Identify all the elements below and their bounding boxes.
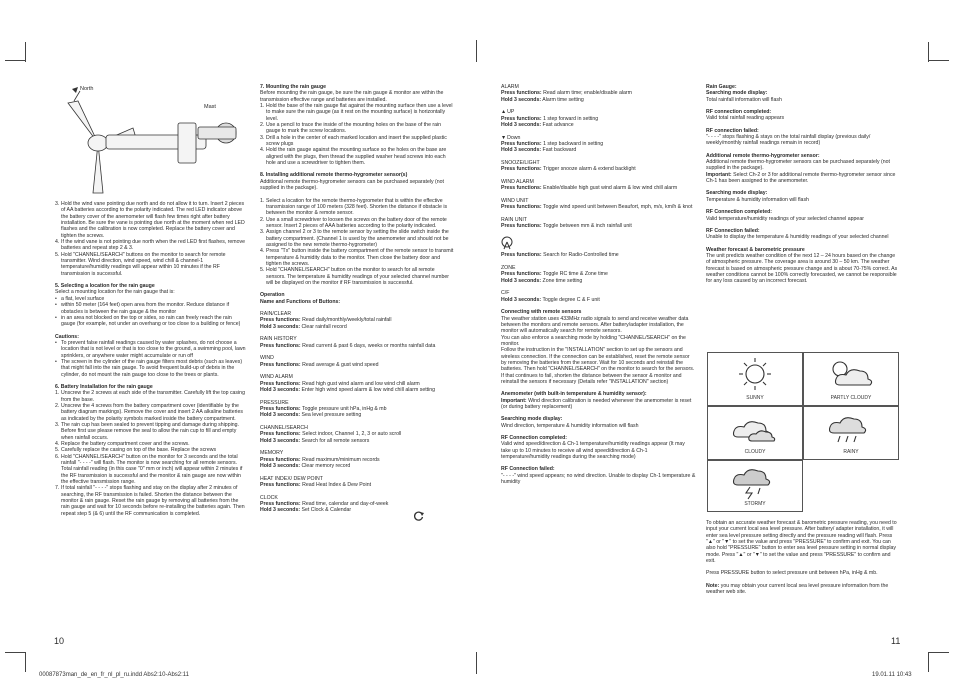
step-text: Hold the rain gauge against the mounting surface so the holes on the base are aligned with the plugs, then thread the supplied washer head screws into each hole and use a screwdriver to tighten them. — [266, 147, 447, 167]
section-5-title: 5. Selecting a location for the rain gauge — [55, 283, 155, 290]
button-name: UP — [507, 109, 515, 116]
step-text: Select a location for the remote thermo-hygrometer that is within the effective transmission range of 100 meters (328 feet). Shorten the distance if obstacle is between the monitor & remote sensor. — [266, 197, 448, 217]
hold-text: Clear memory record — [301, 462, 351, 469]
button-name: ZONE — [501, 264, 516, 271]
right-column-2 — [706, 84, 900, 285]
weather-icon-grid — [706, 352, 898, 510]
bullet-item: • a flat, level surface — [55, 296, 247, 302]
press-text: Enable/disable high gust wind alarm & low wind chill alarm — [543, 185, 678, 192]
connect-title: Connecting with remote sensors — [501, 309, 582, 316]
press-text: Toggle wind speed unit between Beaufort, mph, m/s, km/h & knot — [543, 204, 693, 211]
north-arrow-icon — [74, 91, 80, 101]
press-label: Press functions: — [260, 500, 301, 507]
rf-failed-text: "- - - -" wind speed appears; no wind direction. Unable to display Ch-1 temperature & humidity — [501, 472, 696, 486]
hold-label: Hold 3 seconds: — [260, 462, 301, 469]
rf-completed-title: RF Connection completed: — [706, 209, 772, 216]
rf-completed-title: RF Connection completed: — [501, 435, 567, 442]
press-label: Press functions: — [501, 204, 542, 211]
hold-label: Hold 3 seconds: — [501, 96, 542, 103]
hold-label: Hold 3 seconds: — [501, 296, 542, 303]
anemometer-figure — [58, 83, 248, 203]
north-label: North — [80, 86, 94, 92]
bullet-item: • in an area not blocked on the top or sides, so rain can freely reach the rain gauge (for example, not under an overhang or too close to a building or fence) — [55, 315, 247, 328]
hold-label: Hold 3 seconds: — [260, 412, 301, 419]
rf-completed-text: Valid total rainfall reading appears — [706, 115, 785, 122]
button-function-entry — [501, 236, 696, 259]
button-function-list — [501, 84, 696, 303]
rf-failed-text: Unable to display the temperature & humidity readings of your selected channel — [706, 234, 889, 241]
button-function-entry — [260, 450, 455, 469]
connect-text: You can also enforce a searching mode by holding "CHANNEL/SEARCH" on the monitor. — [501, 334, 686, 347]
right-column-1 — [501, 84, 696, 485]
stormy-icon — [708, 461, 802, 501]
section-8-title: 8. Installing additional remote thermo-hygrometer sensor(s) — [260, 172, 408, 179]
rf-completed-title: RF connection completed: — [706, 109, 772, 116]
button-name: RAIN UNIT — [501, 216, 527, 223]
hold-text: Set Clock & Calendar — [301, 507, 352, 514]
important-text: Wind direction calibration is needed whenever the anemometer is reset (or during battery replacement) — [501, 397, 692, 411]
step-text: Hold the base of the rain gauge flat against the mounting surface then use a level to make sure the rain gauge (as it rest on the mounting surface) is horizontally level. — [266, 103, 453, 122]
step-text: Replace the battery compartment cover and the screws. — [61, 441, 190, 448]
button-function-entry — [260, 336, 455, 349]
button-function-entry — [501, 109, 696, 128]
crop-mark — [25, 652, 26, 672]
footer-file-info: 00087873man_de_en_fr_nl_pl_ru.indd Abs2:10-Abs2:11 — [39, 672, 190, 678]
press-text: Read daily/monthly/weekly/total rainfall — [302, 317, 392, 324]
button-name: WIND UNIT — [501, 197, 529, 204]
connect-text: Follow the instruction in the "INSTALLATION" section to set up the sensors and wireless connection. If the connection can be established, reset the remote sensor by removing the batteries from the sensor. Wait for 10 seconds and reinstall the batteries. Then hold "CHANNEL/SEARCH" on the monitor to search for the sensors. If that continues to fail, shorten the distance between the sensor & monitor and reinstall the sensors if necessary (Details refer "INSTALLATION" section) — [501, 347, 695, 385]
button-function-entry — [501, 160, 696, 173]
button-name: WIND ALARM — [501, 178, 534, 185]
weather-cell — [707, 406, 803, 460]
press-label: Press functions: — [260, 380, 301, 387]
button-name: SNOOZE/LIGHT — [501, 159, 540, 166]
important-label: Important: — [501, 397, 527, 404]
button-name: HEAT INDEX/ DEW POINT — [260, 475, 323, 482]
crop-mark — [929, 652, 949, 653]
button-function-entry — [260, 476, 455, 489]
left-column-2: 7. Mounting the rain gauge Before mounting the rain gauge, be sure the rain gauge & monitor are within the transmission effective range and batteries are installed. 1. Hold the base of the rain gauge flat against the mounting surface then use a level to make sure the rain gauge (as it rest on the mounting surface) is horizontally level. 2. Use a pencil to trace the inside of the mounting holes on the base of the rain gauge to mark the screw locations. 3. Drill a hole in the center of each marked location and insert the supplied plastic screw plugs 4. Hold the rain gauge against the mounting surface so the holes on the base are aligned with the plugs, then thread the supplied washer head screws into each hole and use a screwdriver to tighten them. 8. Installing additional remote thermo-hygrometer sensor(s) Additional remote thermo-hygrometer sensors can be purchased separately (not supplied in the package). 1. Select a location for the remote thermo-hygrometer that is within the effective transmission range of 100 meters (328 feet). Shorten the distance if obstacle is between the monitor & remote sensor. 2. Use a small screwdriver to loosen the screws on the battery door of the remote sensor. Insert 2 pieces of AAA batteries according to the polarity indicated. 3. Assign channel 2 or 3 to the remote sensor by setting the slide switch inside the battery compartment. (Channel 1 is used by the anemometer and should not be assigned to the new remote thermo-hygrometer) 4. Press "Tx" button inside the battery compartment of the remote sensor to transmit temperature & humidity data to the monitor. Then close the battery door and tighten the screws. 5. Hold "CHANNEL/SEARCH" button on the monitor to search for all remote sensors. The temperature & humidity readings of your selected channel number will be displayed on the monitor if RF transmission is successful. Operation Name and Functions of Buttons: RAIN/CLEAR Press functions: Read daily/monthly/weekly/total rainfall Hold 3 seconds: Clear rainfall record RAIN HISTORY Press functions: Read current & past 6 days, weeks or months rainfall data WIND Press functions: Read average & gust wind speed WIND ALARM Press functions: Read high gust wind alarm and low wind chill alarm Hold 3 seconds: Enter high wind speed alarm & low wind chill alarm setting PRESSURE Press functions: Toggle pressure unit hPa, inHg & mb Hold 3 seconds: Sea level pressure setting CHANNEL/SEARCH Press functions: Select indoor, Channel 1, 2, 3 or auto scroll Hold 3 seconds: Search for all remote sensors MEMORY Press functions: Read maximum/minimum records Hold 3 seconds: Clear memory record HEAT INDEX/ DEW POINT Press functions: Read Heat Index & Dew Point CLOCK Press functions: Read time, calendar and day-of-week Hold 3 seconds: Set Clock & Calendar — [260, 84, 454, 514]
step-text: The rain cup has been sealed to prevent tipping and damage during shipping. Before first use please remove the seal to allow the rain cup to fill and empty when rainfall occurs. — [61, 422, 239, 441]
weather-cell — [707, 352, 803, 406]
pressure-unit-text: Press PRESSURE button to select pressure unit between hPa, inHg & mb. — [706, 570, 878, 577]
press-label: Press functions: — [501, 141, 542, 147]
step-text: Unscrew the 2 screws at each side of the transmitter. Carefully lift the top casing from the base. — [61, 390, 245, 403]
hold-label: Hold 3 seconds: — [260, 437, 301, 444]
rf-completed-text: Valid wind speed/direction & Ch-1 temperature/humidity readings appear (It may take up to 10 minutes to receive all wind speed/direction & Ch-1 temperature/humidity readings during the searching mode) — [501, 441, 685, 461]
weather-label: PARTLY CLOUDY — [830, 395, 872, 401]
press-label: Press functions: — [260, 456, 301, 463]
weather-label: SUNNY — [746, 395, 764, 401]
button-function-entry — [501, 135, 696, 154]
anemometer-title: Anemometer (with built-in temperature & humidity sensor): — [501, 391, 647, 398]
step-text: Hold "CHANNEL/SEARCH" button on the monitor to search for all remote sensors. The temperature & humidity readings of your selected channel number will be displayed on the monitor if RF transmission is successful. — [266, 267, 450, 286]
page-number-right: 11 — [891, 636, 901, 646]
button-name: ALARM — [501, 84, 519, 90]
button-function-entry — [260, 495, 455, 514]
button-name: PRESSURE — [260, 399, 289, 406]
section-6-title: 6. Battery Installation for the rain gauge — [55, 383, 153, 390]
search-mode-text: Wind direction, temperature & humidity information will flash — [501, 422, 639, 429]
press-text: Read average & gust wind speed — [302, 361, 379, 368]
step-5-text: Hold "CHANNEL/SEARCH" buttons on the monitor to search for remote transmitter. Wind direction, wind speed, wind chill & channel-1 temperature/humidity readings will appear within 10 minutes if the RF transmission is successful. — [61, 251, 226, 277]
button-name: WIND — [260, 355, 274, 362]
press-label: Press functions: — [260, 361, 301, 368]
note-text: you may obtain your current local sea level pressure information from the weather web site. — [706, 582, 889, 596]
hold-text: Alarm time setting — [542, 96, 584, 103]
button-name: RAIN/CLEAR — [260, 311, 292, 317]
bullet-item: • within 50 meter (164 feet) open area from the monitor. Reduce distance if obstacles is between the rain gauge & the monitor — [55, 302, 247, 315]
button-function-entry — [501, 198, 696, 211]
press-label: Press functions: — [501, 115, 542, 122]
press-text: Select indoor, Channel 1, 2, 3 or auto scroll — [302, 431, 402, 438]
refresh-icon — [413, 510, 425, 522]
additional-sensor-title: Additional remote thermo-hygrometer sensor: — [706, 152, 820, 159]
footer-timestamp: 19.01.11 10:43 — [872, 672, 912, 678]
hold-label: Hold 3 seconds: — [501, 147, 542, 154]
caution-item: • To prevent false rainfall readings caused by water splashes, do not choose a location that is not level or that is too close to the ground, a swimming pool, lawn sprinklers, or anywhere water might accumulate or run off — [55, 340, 247, 359]
button-function-list — [260, 311, 455, 514]
press-label: Press functions: — [501, 185, 542, 192]
page-number-left: 10 — [54, 636, 65, 646]
cloudy-icon — [708, 407, 802, 447]
press-text: Trigger snooze alarm & extend backlight — [543, 166, 636, 173]
button-function-entry — [260, 355, 455, 368]
press-text: Search for Radio-Controlled time — [543, 252, 619, 259]
forecast-title: Weather forecast & barometric pressure — [706, 246, 805, 253]
weather-cell — [707, 460, 803, 512]
left-column-1: 3. Hold the wind vane pointing due north and do not allow it to turn. Insert 2 pieces of AA batteries according to the polarity indicated. The red LED indicator above the battery cover of the anemometer will flash few times right after battery installation. Be sure the vane is pointing due north at the moment when red LED flashes and the calibration is now completed. Replace the battery cover and tighten the screws. 4. If the wind vane is not pointing due north when the red LED first flashes, remove batteries and repeat step 2 & 3. 5. Hold "CHANNEL/SEARCH" buttons on the monitor to search for remote transmitter. Wind direction, wind speed, wind chill & channel-1 temperature/humidity readings will appear within 10 minutes if the RF transmission is successful. 5. Selecting a location for the rain gauge Select a mounting location for the rain gauge that is: • a flat, level surface • within 50 meter (164 feet) open area from the monitor. Reduce distance if obstacles is between the rain gauge & the monitor • in an area not blocked on the top or sides, so rain can freely reach the rain gauge (for example, not under an overhang or too close to a building or fence) Cautions: • To prevent false rainfall readings caused by water splashes, do not choose a location that is not level or that is too close to the ground, a swimming pool, lawn sprinklers, or anywhere water might accumulate or run off • The screen in the cylinder of the rain gauge filters most debris (such as leaves) that might fall into the rain gauge. To avoid frequent build-up of debris in the cylinder, do not mount the rain gauge too close to the trees or plants. 6. Battery Installation for the rain gauge 1. Unscrew the 2 screws at each side of the transmitter. Carefully lift the top casing from the base. 2. Unscrew the 4 screws from the battery compartment cover (identifiable by the battery diagram markings). Remove the cover and insert 2 AA alkaline batteries as indicated by the polarity symbols marked inside the battery compartment. 3. The rain cup has been sealed to prevent tipping and damage during shipping. Before first use please remove the seal to allow the rain cup to fill and empty when rainfall occurs. 4. Replace the battery compartment cover and the screws. 5. Carefully replace the casing on top of the base. Replace the screws 6. Hold "CHANNEL/SEARCH" button on the monitor for 3 seconds and the total rainfall "- - - -" will flash. The monitor is now searching for all remote sensors. Total rainfall reading (in this case "0" mm or inch) will appear within 2 minutes if the RF transmission is successful and the monitor & rain gauge are now within the effective transmission range. 7. If total rainfall "- - - -" stops flashing and stay on the display after 2 minutes of searching, the RF transmission is failed. Shorten the distance between the monitor & rain gauge. Reset the rain gauge by removing all batteries from the rain gauge and wait for 10 seconds before re-installing the batteries again. Then repeat step 5 (& 6) until the RF communication is completed. — [55, 201, 247, 517]
button-function-entry — [501, 217, 696, 230]
radio-tower-icon — [501, 236, 696, 252]
button-function-entry — [260, 400, 455, 419]
step-text: Carefully replace the casing on top of the base. Replace the screws — [61, 447, 217, 454]
crop-mark — [476, 652, 477, 674]
search-mode-title: Searching mode display: — [706, 190, 768, 197]
button-function-entry — [501, 179, 696, 192]
press-label: Press functions: — [260, 431, 301, 438]
rf-failed-title: RF Connection failed: — [706, 227, 760, 234]
hold-text: Fast advance — [542, 122, 574, 129]
sunny-icon — [708, 353, 802, 393]
press-text: Read current & past 6 days, weeks or months rainfall data — [302, 342, 436, 349]
button-name: CHANNEL/SEARCH — [260, 424, 308, 431]
press-text: 1 step backward in setting — [543, 141, 604, 147]
weather-label: STORMY — [744, 501, 766, 507]
section-5-intro: Select a mounting location for the rain gauge that is: — [55, 289, 175, 296]
search-mode-title: Searching mode display: — [706, 90, 768, 97]
weather-label: CLOUDY — [744, 449, 766, 455]
partly-cloudy-icon — [804, 353, 898, 393]
operation-title: Operation — [260, 292, 285, 299]
weather-cell — [803, 352, 899, 406]
press-label: Press functions: — [501, 90, 542, 97]
weather-cell — [803, 406, 899, 460]
additional-sensor-text: Additional remote thermo-hygrometer sensors can be purchased separately (not supplied in the package). — [706, 159, 890, 172]
step-text: Assign channel 2 or 3 to the remote sensor by setting the slide switch inside the battery compartment. (Channel 1 is used by the anemometer and should not be assigned to the new remote thermo-hygrometer) — [266, 229, 449, 248]
crop-mark — [928, 652, 929, 672]
step-3-text: Hold the wind vane pointing due north and do not allow it to turn. Insert 2 pieces of AA batteries according to the polarity indicated. The red LED indicator above the battery cover of the anemometer will flash few times right after battery installation. Be sure the vane is pointing due north at the moment when red LED flashes and the calibration is now completed. Replace the battery cover and tighten the screws. — [61, 201, 245, 239]
note-label: Note: — [706, 582, 720, 589]
pressure-setting-text: To obtain an accurate weather forecast & barometric pressure reading, you need to input your current local sea level pressure. After battery/ adapter installation, it will enter sea level pressure setting directly and the pressure reading will flash. Press "▲" or "▼" to set the value and press "PRESSURE" to confirm and exit. You can also hold "PRESSURE" button to enter sea level pressure setting in normal display mode. Press "▲" or "▼" to set the value and press "PRESSURE" to confirm and exit. — [706, 520, 897, 565]
step-text: Hold "CHANNEL/SEARCH" button on the monitor for 3 seconds and the total rainfall "- - - -" will flash. The monitor is now searching for all remote sensors. Total rainfall reading (in this case "0" mm or inch) will appear within 2 minutes if the RF transmission is successful and the monitor & rain gauge are now within the effective transmission range. — [61, 453, 243, 486]
press-label: Press functions: — [501, 223, 542, 230]
hold-text: Zone time setting — [542, 277, 583, 284]
press-text: Toggle pressure unit hPa, inHg & mb — [302, 405, 387, 412]
cautions-title: Cautions: — [55, 333, 79, 340]
hold-text: Search for all remote sensors — [301, 437, 370, 444]
hold-text: Clear rainfall record — [301, 323, 347, 330]
crop-mark — [929, 60, 949, 61]
hold-text: Toggle degree C & F unit — [542, 296, 600, 303]
forecast-text: The unit predicts weather condition of the next 12 – 24 hours based on the change of atmospheric pressure. The coverage area is around 30 – 50 km. The weather forecast is based on atmospheric pressure change and is about 70-75% correct. As weather conditions cannot be 100% correctly forecasted, we cannot be responsible for any loss caused by an incorrect forecast. — [706, 252, 898, 285]
press-label: Press functions: — [260, 481, 301, 488]
button-name: Down — [507, 134, 521, 141]
step-text: If total rainfall "- - - -" stops flashing and stay on the display after 2 minutes of searching, the RF transmission is failed. Shorten the distance between the monitor & rain gauge. Reset the rain gauge by removing all batteries from the rain gauge and wait for 10 seconds before re-installing the batteries again. Then repeat step 5 (& 6) until the RF communication is completed. — [61, 485, 245, 517]
search-mode-text: Temperature & humidity information will flash — [706, 196, 809, 203]
press-label: Press functions: — [260, 317, 301, 324]
step-text: Unscrew the 4 screws from the battery compartment cover (identifiable by the battery diagram markings). Remove the cover and insert 2 AA alkaline batteries as indicated by the polarity symbols marked inside the battery compartment. — [61, 402, 243, 422]
caution-item: • The screen in the cylinder of the rain gauge filters most debris (such as leaves) that might fall into the rain gauge. To avoid frequent build-up of debris in the cylinder, do not mount the rain gauge too close to the trees or plants. — [55, 359, 247, 378]
important-label: Important: — [706, 171, 732, 178]
operation-subtitle: Name and Functions of Buttons: — [260, 298, 341, 305]
hold-label: Hold 3 seconds: — [260, 386, 301, 393]
important-text: Select Ch-2 or 3 for additional remote thermo-hygrometer sensor since Ch-1 has been assigned to the anemometer. — [706, 171, 896, 185]
rf-failed-title: RF Connection failed: — [501, 466, 555, 473]
button-name: CLOCK — [260, 494, 278, 501]
button-name: WIND ALARM — [260, 374, 293, 381]
button-function-entry — [501, 290, 696, 303]
press-text: Read maximum/minimum records — [302, 456, 380, 463]
button-function-entry — [501, 84, 696, 103]
crop-mark — [5, 652, 25, 653]
step-text: Drill a hole in the center of each marked location and insert the supplied plastic screw plugs — [266, 134, 447, 148]
hold-text: Fast backward — [542, 147, 577, 154]
press-label: Press functions: — [260, 342, 301, 349]
step-text: Press "Tx" button inside the battery compartment of the remote sensor to transmit temperature & humidity data to the monitor. Then close the battery door and tighten the screws. — [266, 248, 454, 267]
press-text: Read alarm time; enable/disable alarm — [543, 90, 632, 97]
step-4-text: If the wind vane is not pointing due north when the red LED first flashes, remove batteries and repeat step 2 & 3. — [61, 239, 245, 252]
press-text: 1 step forward in setting — [543, 115, 599, 122]
button-function-entry — [260, 311, 455, 330]
button-function-entry — [260, 374, 455, 393]
search-mode-text: Total rainfall information will flash — [706, 96, 782, 103]
section-7-title: 7. Mounting the rain gauge — [260, 84, 326, 90]
press-text: Read Heat Index & Dew Point — [302, 481, 372, 488]
rainy-icon — [804, 407, 898, 447]
rf-completed-text: Valid temperature/humidity readings of your selected channel appear — [706, 215, 864, 222]
hold-text: Enter high wind speed alarm & low wind chill alarm setting — [301, 386, 436, 393]
hold-label: Hold 3 seconds: — [501, 277, 542, 284]
crop-mark — [928, 42, 929, 62]
step-text: Use a pencil to trace the inside of the mounting holes on the base of the rain gauge to mark the screw locations. — [266, 122, 442, 135]
button-function-entry — [260, 425, 455, 444]
press-label: Press functions: — [501, 252, 542, 259]
press-label: Press functions: — [501, 271, 542, 278]
press-label: Press functions: — [501, 166, 542, 173]
press-text: Toggle between mm & inch rainfall unit — [543, 223, 632, 230]
button-name: MEMORY — [260, 450, 284, 457]
press-text: Read time, calendar and day-of-week — [302, 500, 389, 507]
rf-failed-title: RF connection failed: — [706, 127, 759, 134]
mast-label: Mast — [204, 104, 216, 110]
hold-label: Hold 3 seconds: — [260, 507, 301, 514]
crop-mark — [5, 60, 25, 61]
connect-text: The weather station uses 433MHz radio signals to send and receive weather data between the monitors and remote sensors. After battery/adapter installation, the monitor will automatically search for remote sensors. — [501, 315, 689, 335]
search-mode-title: Searching mode display: — [501, 416, 563, 423]
hold-text: Sea level pressure setting — [301, 412, 362, 419]
rf-failed-text: "- - - -" stops flashing & stays on the total rainfall display (previous daily/ weekly/monthly rainfall readings remain in record) — [706, 134, 871, 147]
hold-label: Hold 3 seconds: — [260, 323, 301, 330]
press-text: Read high gust wind alarm and low wind chill alarm — [302, 380, 420, 387]
crop-mark — [476, 40, 477, 62]
right-column-2-bottom — [706, 520, 900, 595]
button-name: RAIN HISTORY — [260, 336, 297, 343]
button-name: C/F — [501, 290, 510, 297]
north-arrow-head-icon — [72, 87, 78, 93]
section-7-intro: Before mounting the rain gauge, be sure the rain gauge & monitor are within the transmission effective range and batteries are installed. — [260, 90, 444, 103]
crop-mark — [25, 42, 26, 62]
rain-gauge-title: Rain Gauge: — [706, 84, 737, 90]
step-text: Use a small screwdriver to loosen the screws on the battery door of the remote sensor. Insert 2 pieces of AAA batteries according to the polarity indicated. — [266, 216, 447, 229]
press-label: Press functions: — [260, 405, 301, 412]
weather-label: RAINY — [843, 449, 859, 455]
hold-label: Hold 3 seconds: — [501, 122, 542, 129]
section-8-intro: Additional remote thermo-hygrometer sensors can be purchased separately (not supplied in the package). — [260, 178, 444, 192]
down-arrow-icon: ▼ — [501, 134, 507, 141]
button-function-entry — [501, 265, 696, 284]
press-text: Toggle RC time & Zone time — [543, 271, 608, 278]
up-arrow-icon: ▲ — [501, 109, 507, 116]
